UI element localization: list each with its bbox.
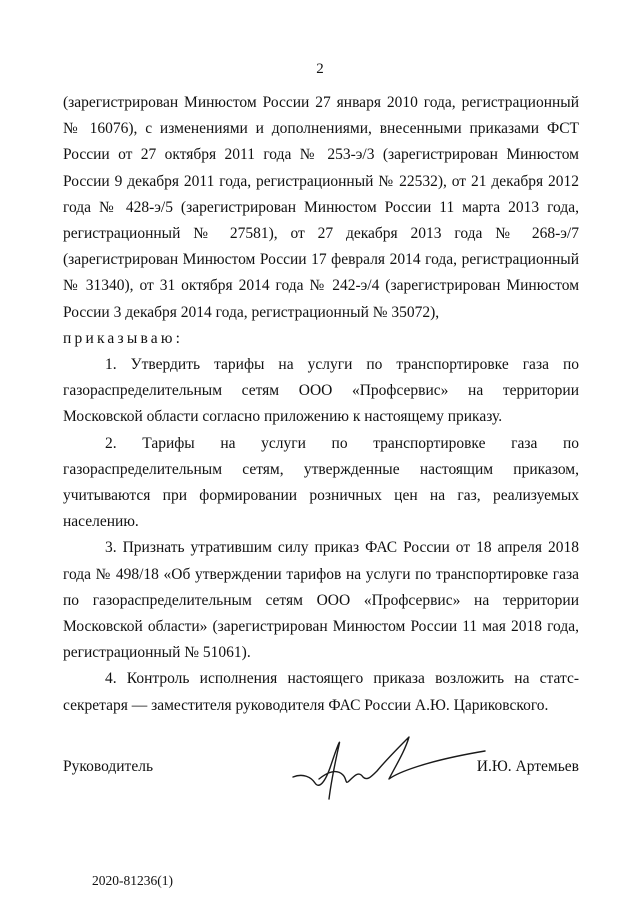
order-item-1: 1. Утвердить тарифы на услуги по транспортировке газа по газораспределительным сетям ООО «Профсервис» на территории Московской области согласно приложению к настоящему приказу. <box>63 356 579 426</box>
signatory-name: И.Ю. Артемьев <box>476 758 579 775</box>
order-item-4: 4. Контроль исполнения настоящего приказа возложить на статс-секретаря — заместителя руководителя ФАС России А.Ю. Цариковского. <box>63 670 579 714</box>
order-word: приказываю: <box>63 329 184 347</box>
document-body <box>63 90 579 719</box>
page-number: 2 <box>316 61 324 77</box>
order-item-2: 2. Тарифы на услуги по транспортировке газа по газораспределительным сетям, утвержденные настоящим приказом, учитываются при формировании розничных цен на газ, реализуемых населению. <box>63 434 579 531</box>
intro-paragraph: (зарегистрирован Минюстом России 27 января 2010 года, регистрационный № 16076), с изменениями и дополнениями, внесенными приказами ФСТ России от 27 октября 2011 года № 253-э/3 (зарегистрирован Минюстом России 9 декабря 2011 года, регистрационный № 22532), от 21 декабря 2012 года № 428-э/5 (зарегистрирован Минюстом России 11 марта 2013 года, регистрационный № 27581), от 27 декабря 2013 года № 268-э/7 (зарегистрирован Минюстом России 17 февраля 2014 года, регистрационный № 31340), от 31 октября 2014 года № 242-э/4 (зарегистрирован Минюстом России 3 декабря 2014 года, регистрационный № 35072), <box>63 94 579 321</box>
order-item-3: 3. Признать утратившим силу приказ ФАС России от 18 апреля 2018 года № 498/18 «Об утверждении тарифов на услуги по транспортировке газа по газораспределительным сетям ООО «Профсервис» на территории Московской области» (зарегистрирован Минюстом России 11 мая 2018 года, регистрационный № 51061). <box>63 539 579 662</box>
document-code: 2020-81236(1) <box>92 873 173 888</box>
signatory-title: Руководитель <box>63 758 154 775</box>
handwritten-signature <box>285 733 495 803</box>
signature-block <box>63 733 579 803</box>
